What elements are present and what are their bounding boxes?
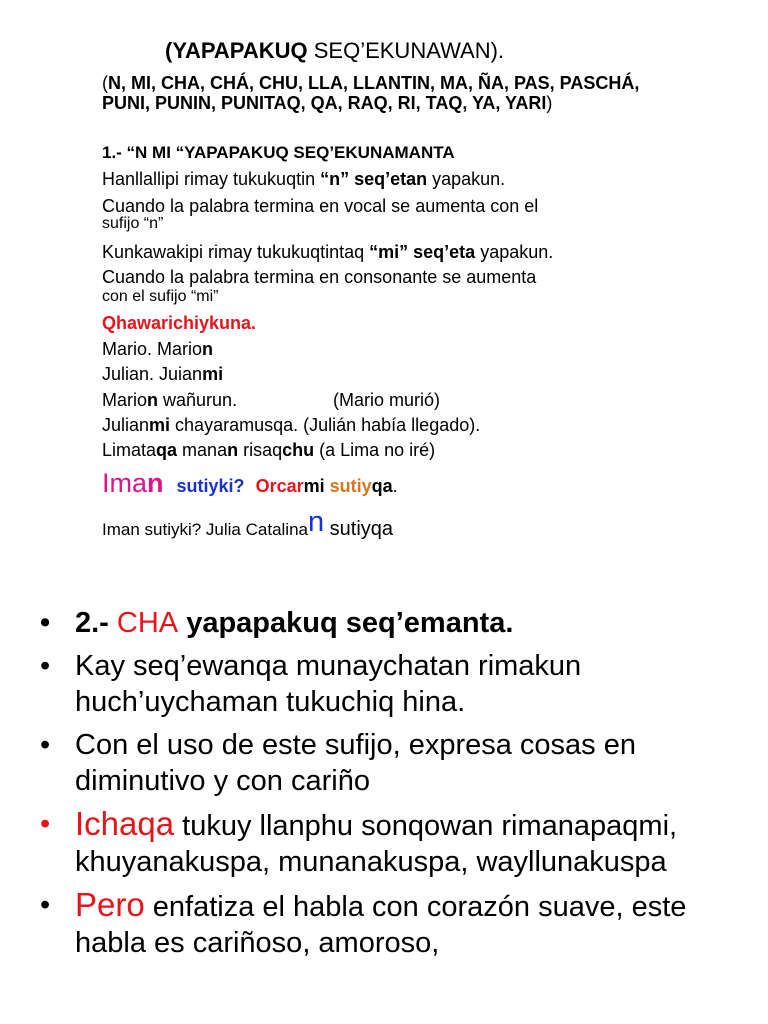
list-open-paren: ( bbox=[102, 73, 108, 93]
title-rest: SEQ’EKUNAWAN). bbox=[307, 38, 505, 63]
suffix-magenta: n bbox=[147, 468, 164, 498]
text-magenta: Ima bbox=[102, 468, 148, 498]
text: Limata bbox=[102, 440, 157, 460]
rule-vowel-quechua bbox=[102, 170, 505, 189]
pero-label: Pero bbox=[75, 886, 145, 923]
suffix-n: “n” bbox=[320, 169, 350, 189]
bullet-ichaqa bbox=[40, 806, 760, 880]
ichaqa-label: Ichaqa bbox=[75, 805, 175, 842]
bullet-pero bbox=[40, 887, 760, 961]
example-1 bbox=[102, 340, 213, 359]
text: Iman sutiyki? Julia Catalina bbox=[102, 520, 308, 539]
example-2 bbox=[102, 365, 223, 384]
page-title bbox=[165, 38, 504, 64]
text: Con el uso de este sufijo, expresa cosas en diminutivo y con cariño bbox=[75, 729, 636, 797]
bullet-dot: • bbox=[40, 808, 51, 840]
suffix-mi: “mi” bbox=[369, 242, 409, 262]
suffix: qa bbox=[371, 476, 393, 496]
text: yapakun. bbox=[475, 242, 554, 262]
example-6 bbox=[102, 468, 398, 499]
example-4 bbox=[102, 416, 480, 435]
suffix-list bbox=[102, 73, 662, 113]
suffix: qa bbox=[156, 440, 178, 460]
rule-consonant-quechua bbox=[102, 243, 553, 262]
bullet-dot: • bbox=[40, 607, 51, 639]
suffix: n bbox=[202, 339, 214, 359]
suffix: n bbox=[227, 440, 239, 460]
example-3 bbox=[102, 391, 237, 410]
text: enfatiza el habla con corazón suave, este habla es cariñoso, amoroso, bbox=[75, 891, 687, 959]
suffix-blue: n bbox=[307, 506, 325, 538]
text: Hanllallipi rimay tukukuqtin bbox=[102, 169, 321, 189]
rule-vowel-spanish-2: sufijo “n” bbox=[102, 215, 164, 232]
bullet-list bbox=[40, 605, 760, 968]
rule-consonant-spanish-1: Cuando la palabra termina en consonante se aumenta bbox=[102, 267, 537, 287]
suffix: chu bbox=[282, 440, 315, 460]
rule-vowel-spanish-1: Cuando la palabra termina en vocal se aumenta con el bbox=[102, 196, 539, 216]
cha-label: CHA bbox=[116, 607, 179, 639]
text: . bbox=[392, 476, 398, 496]
bullet-dot: • bbox=[40, 889, 51, 921]
suffix: mi bbox=[303, 476, 325, 496]
bullet-quechua-description bbox=[40, 648, 760, 720]
title-main: (YAPAPAKUQ bbox=[165, 38, 308, 63]
text: Mario bbox=[102, 390, 148, 410]
text-bold: seq’eta bbox=[408, 242, 476, 262]
section-1-heading: 1.- “N MI “YAPAPAKUQ SEQ’EKUNAMANTA bbox=[102, 143, 455, 162]
text: chayaramusqa. (Julián había llegado). bbox=[170, 415, 481, 435]
text: Kay seq’ewanqa munaychatan rimakun huch’uychaman tukuchiq hina. bbox=[75, 650, 582, 718]
text: wañurun. bbox=[158, 390, 238, 410]
example-5 bbox=[102, 441, 435, 460]
text: Julian bbox=[102, 415, 150, 435]
text-bold: seq’etan bbox=[349, 169, 428, 189]
text: mana bbox=[177, 440, 228, 460]
example-7 bbox=[102, 506, 394, 543]
text: risaq bbox=[238, 440, 283, 460]
rule-consonant-spanish-2: con el sufijo “mi” bbox=[102, 288, 219, 305]
text: Mario. Mario bbox=[102, 339, 203, 359]
text: Julian. Juian bbox=[102, 364, 203, 384]
suffix: n bbox=[147, 390, 159, 410]
text: tukuy llanphu sonqowan rimanapaqmi, khuyanakuspa, munanakuspa, wayllunakuspa bbox=[75, 810, 678, 878]
examples-heading: Qhawarichiykuna. bbox=[102, 313, 257, 333]
example-3-translation: (Mario murió) bbox=[333, 390, 441, 410]
bullet-section-2-heading bbox=[40, 605, 760, 641]
text: yapapakuq seq’emanta. bbox=[178, 607, 514, 639]
text: 2.- bbox=[75, 607, 117, 639]
suffix: mi bbox=[149, 415, 171, 435]
text: (a Lima no iré) bbox=[314, 440, 436, 460]
text-red: Orcar bbox=[255, 476, 304, 496]
text-orange: sutiy bbox=[324, 476, 372, 496]
suffix-items: N, MI, CHA, CHÁ, CHU, LLA, LLANTIN, MA, ÑA, PAS, PASCHÁ, PUNI, PUNIN, PUNITAQ, QA, RAQ, RI, TAQ, YA, YARI bbox=[102, 73, 640, 113]
text: Kunkawakipi rimay tukukuqtintaq bbox=[102, 242, 370, 262]
suffix: mi bbox=[202, 364, 224, 384]
text: yapakun. bbox=[427, 169, 506, 189]
bullet-spanish-description bbox=[40, 727, 760, 799]
bullet-dot: • bbox=[40, 729, 51, 761]
bullet-dot: • bbox=[40, 650, 51, 682]
list-close-paren: ) bbox=[546, 93, 553, 113]
text: sutiyqa bbox=[324, 518, 394, 540]
text-blue: sutiyki? bbox=[176, 476, 245, 496]
